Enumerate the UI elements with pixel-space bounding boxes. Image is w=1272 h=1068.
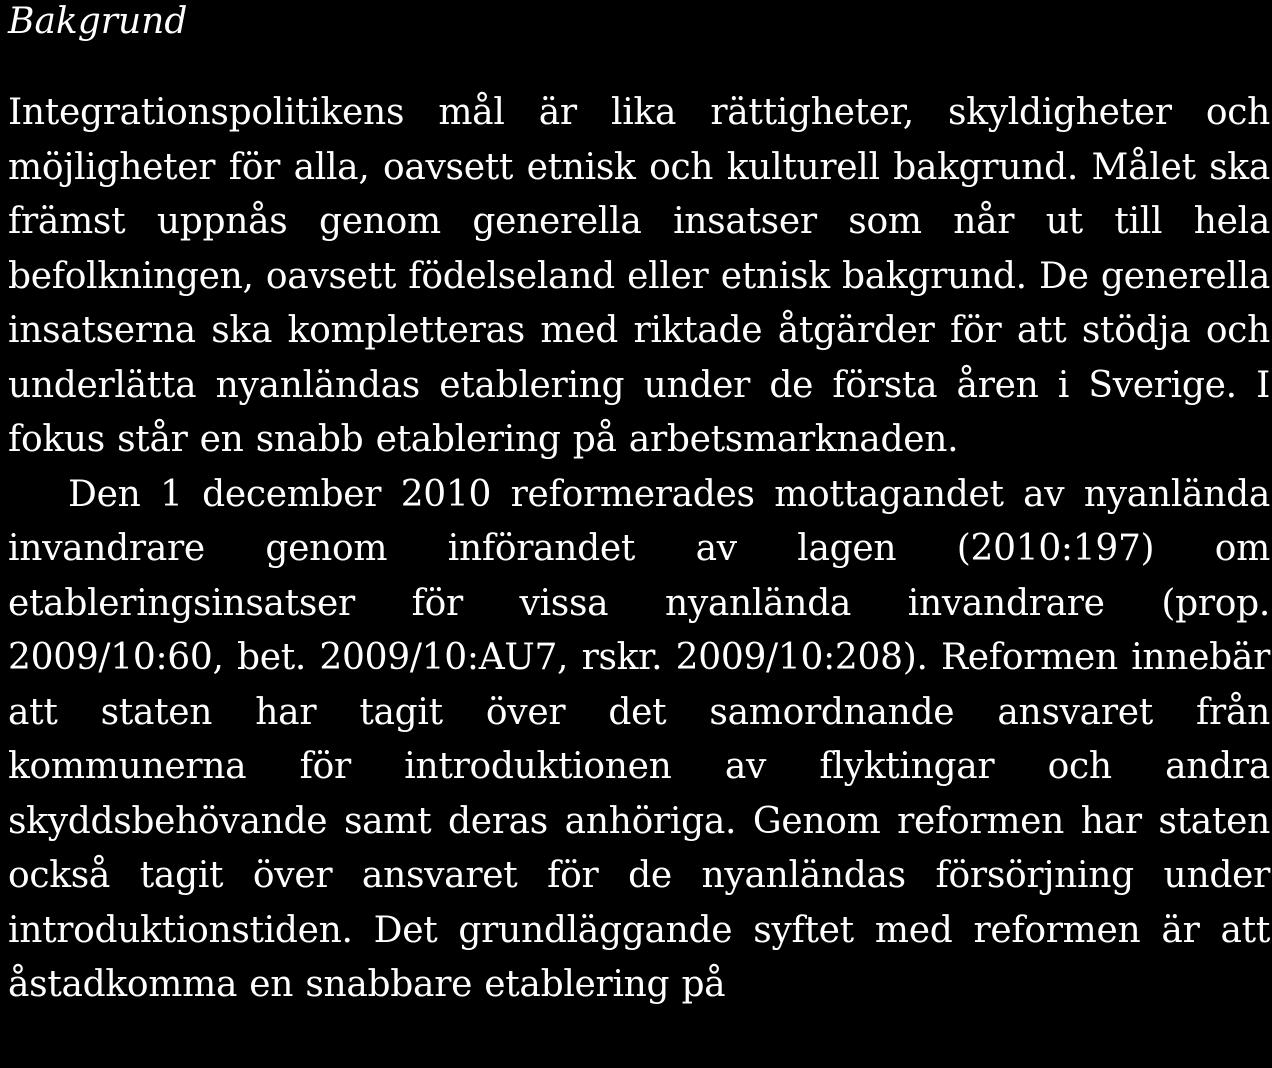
section-heading: Bakgrund bbox=[8, 1, 188, 42]
paragraph-reform-2010: Den 1 december 2010 reformerades mottagandet av nyanlända invandrare genom införandet av lagen (2010:197) om etableringsinsatser för vissa nyanlända invandrare (prop. 2009/10:60, bet. 2009/10:AU7, rskr. 2009/10:208). Reformen innebär att staten har tagit över det samordnande ansvaret från kommunerna för introduktionen av flyktingar och andra skyddsbehövande samt deras anhöriga. Genom reformen har staten också tagit över ansvaret för de nyanländas försörjning under introduktionstiden. Det grundläggande syftet med reformen är att åstadkomma en snabbare etablering på bbox=[8, 473, 1270, 1005]
paragraph-integration-goals: Integrationspolitikens mål är lika rättigheter, skyldigheter och möjligheter för alla, oavsett etnisk och kulturell bakgrund. Målet ska främst uppnås genom generella insatser som når ut till hela befolkningen, oavsett födelseland eller etnisk bakgrund. De generella insatserna ska kompletteras med riktade åtgärder för att stödja och underlätta nyanländas etablering under de första åren i Sverige. I fokus står en snabb etablering på arbetsmarknaden. bbox=[8, 92, 1270, 460]
